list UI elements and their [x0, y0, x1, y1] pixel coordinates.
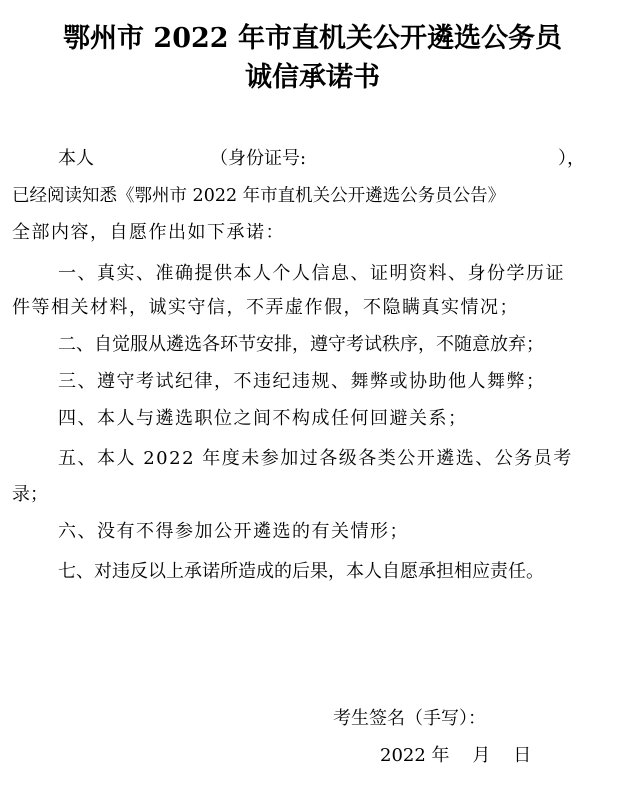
- commitment-3: 三、遵守考试纪律，不违纪违规、舞弊或协助他人舞弊；: [58, 371, 546, 392]
- commitment-5-line-2: 录；: [12, 484, 48, 505]
- commitment-6: 六、没有不得参加公开遴选的有关情形；: [58, 521, 409, 542]
- commitment-1-line-2: 件等相关材料，诚实守信，不弄虚作假，不隐瞒真实情况；: [12, 297, 519, 318]
- intro-id-label: （身份证号:: [210, 148, 307, 169]
- commitment-1-line-1: 一、真实、准确提供本人个人信息、证明资料、身份学历证: [58, 263, 565, 284]
- commitment-7: 七、对违反以上承诺所造成的后果，本人自愿承担相应责任。: [58, 561, 544, 582]
- intro-line-2: 已经阅读知悉《鄂州市 2022 年市直机关公开遴选公务员公告》: [12, 186, 506, 206]
- document-title-line-2: 诚信承诺书: [245, 62, 380, 93]
- commitment-5-line-1: 五、本人 2022 年度未参加过各级各类公开遴选、公务员考: [58, 448, 573, 469]
- intro-id-close: ），: [558, 148, 585, 169]
- intro-line-3: 全部内容，自愿作出如下承诺：: [12, 222, 285, 243]
- intro-name-label: 本人: [58, 148, 94, 169]
- commitment-4: 四、本人与遴选职位之间不构成任何回避关系；: [58, 408, 468, 429]
- commitment-2: 二、自觉服从遴选各环节安排，遵守考试秩序，不随意放弃；: [58, 334, 544, 355]
- signature-date: 2022 年 月 日: [380, 745, 532, 766]
- document-title-line-1: 鄂州市 2022 年市直机关公开遴选公务员: [63, 23, 562, 54]
- candidate-signature-label: 考生签名（手写）：: [333, 708, 486, 729]
